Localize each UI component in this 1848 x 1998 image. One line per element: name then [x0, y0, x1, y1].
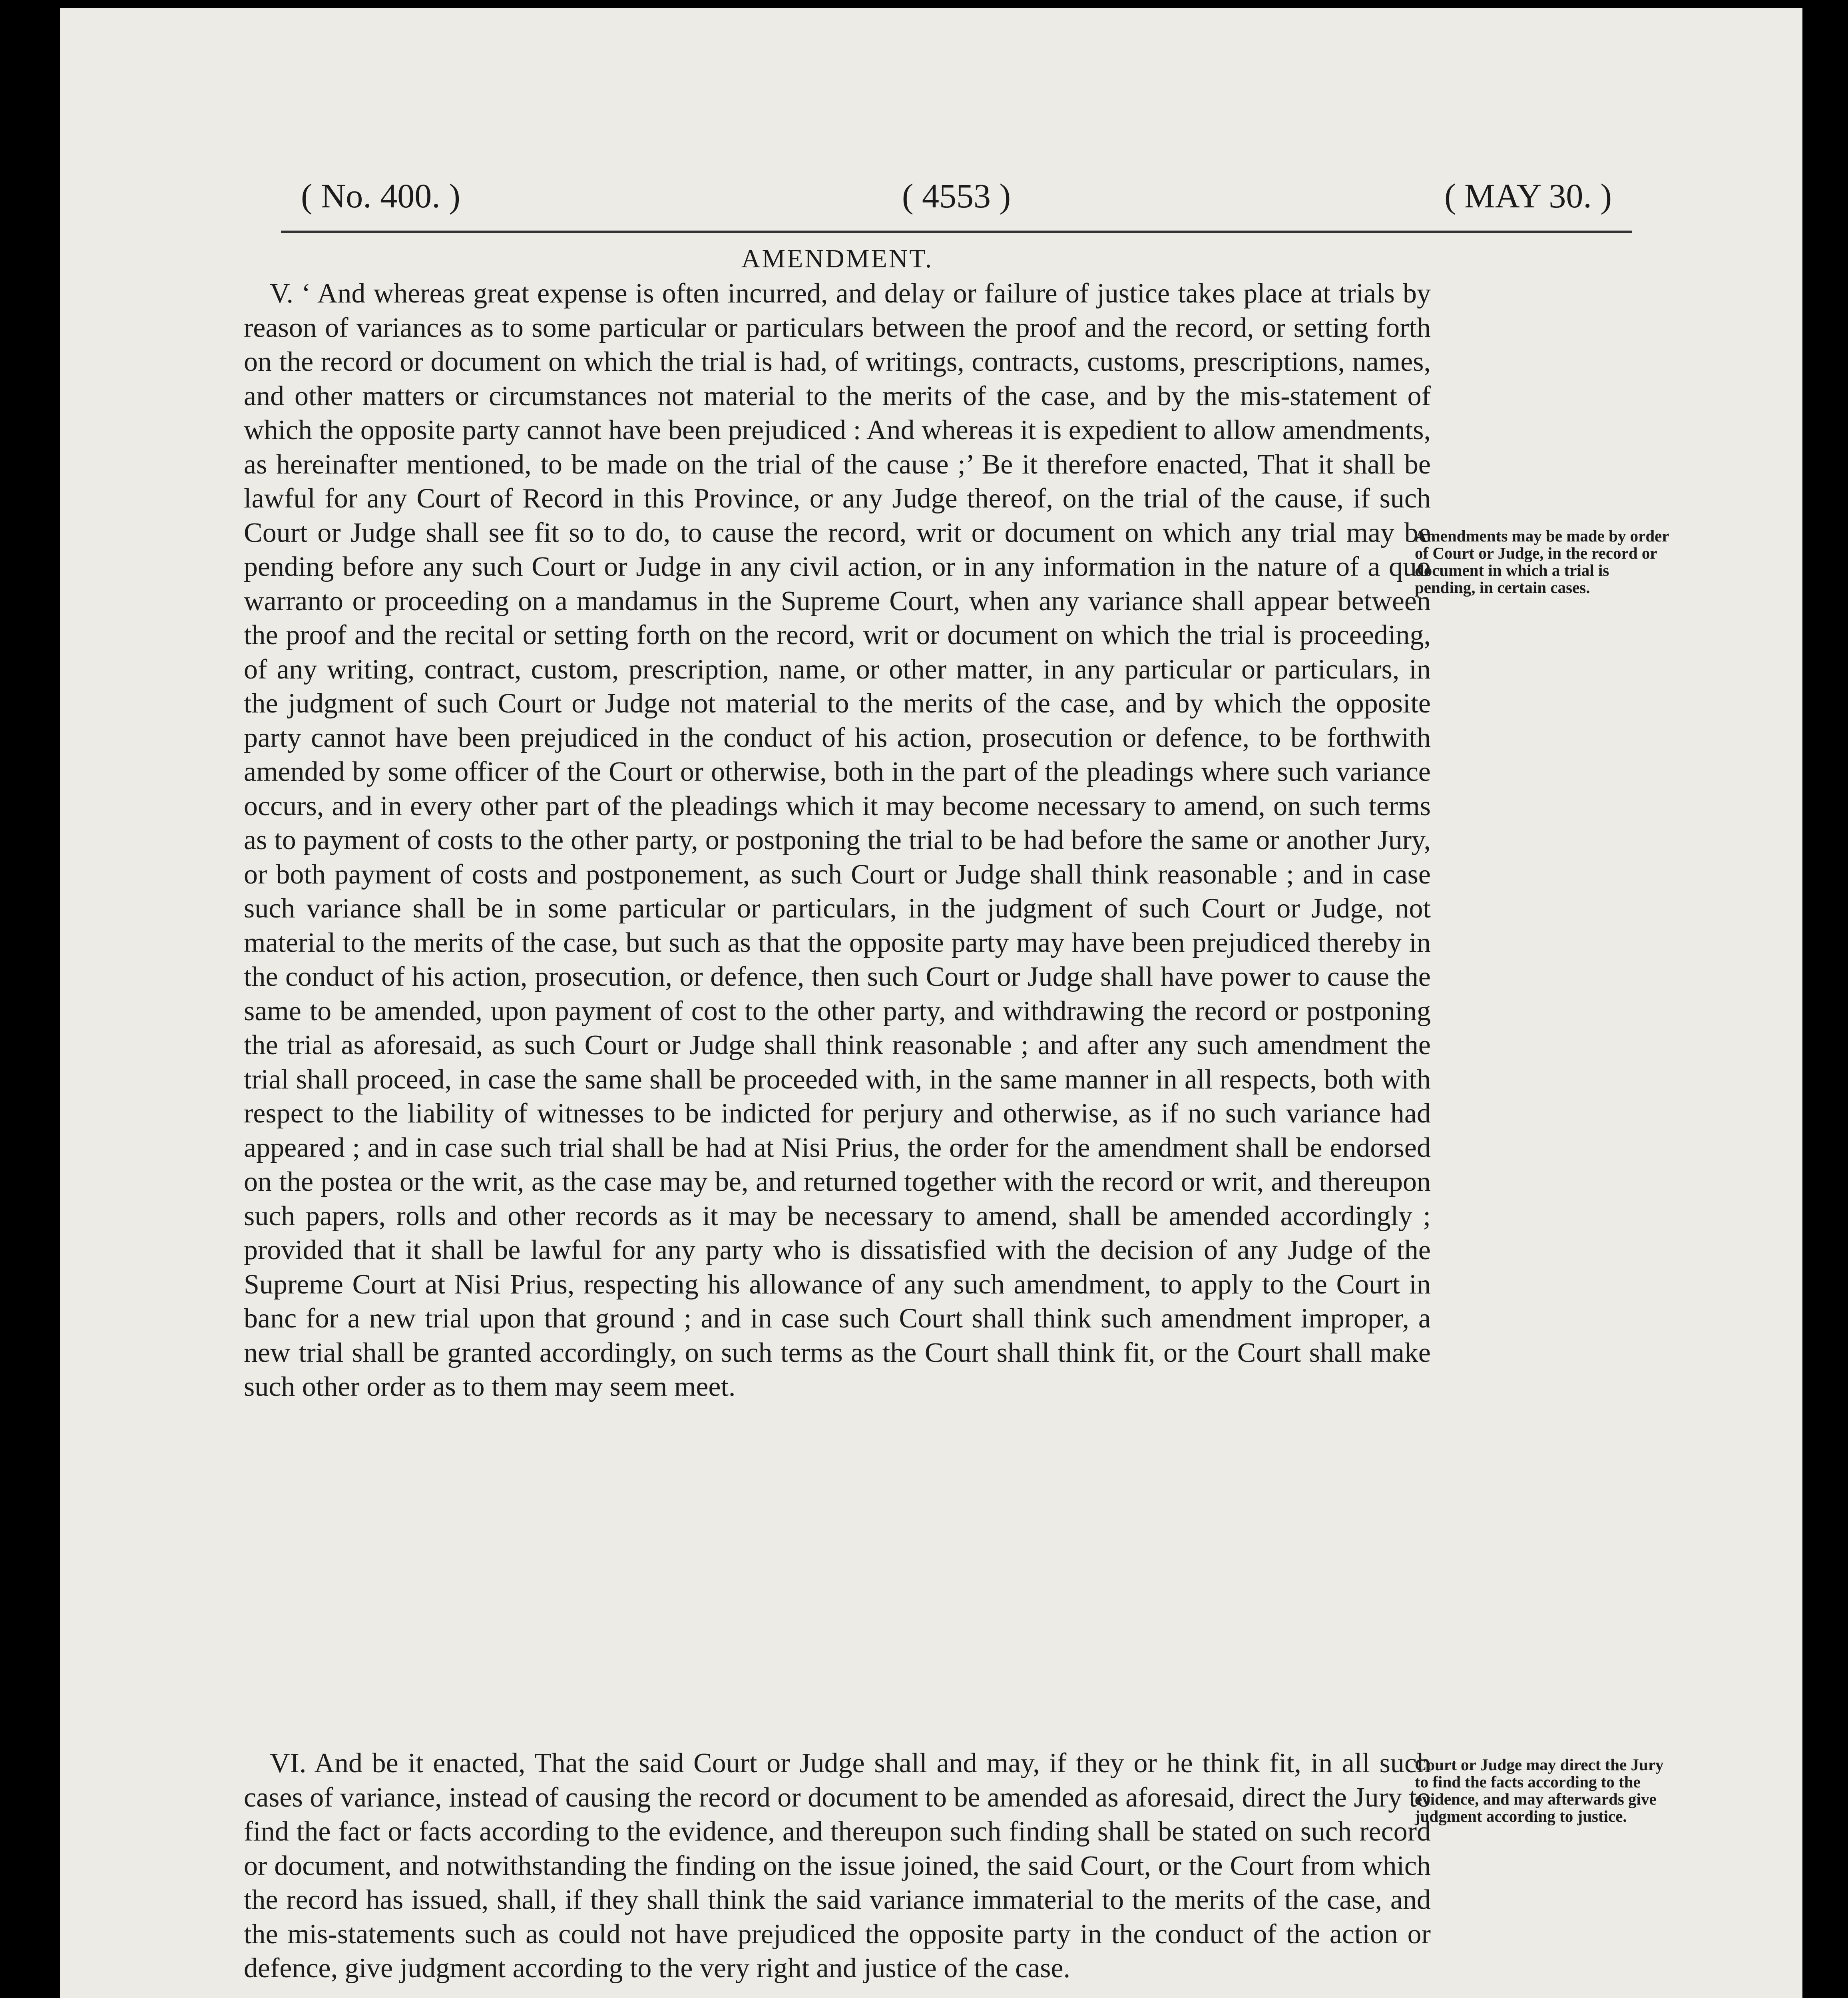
paragraph-vi: VI. And be it enacted, That the said Court or Judge shall and may, if they or he think fit, in all such cases of variance, instead of causing the record or document to be amended as aforesaid, direct the Jury to find the fact or facts according to the evidence, and thereupon such finding shall be stated on such record or document, and notwithstanding the finding on the issue joined, the said Court, or the Court from which the record has issued, shall, if they shall think the said variance immaterial to the merits of the case, and the mis-statements such as could not have prejudiced the opposite party in the conduct of the action or defence, give judgment according to the very right and justice of the case.: [244, 1748, 1431, 1984]
margin-note-jury: Court or Judge may direct the Jury to find the facts according to the evidence, and may afterwards give judgment according to justice.: [1415, 1755, 1664, 1825]
page-date: ( MAY 30. ): [1444, 177, 1612, 215]
page-header: [281, 176, 1632, 228]
paragraph-v: V. ‘ And whereas great expense is often incurred, and delay or failure of justice takes place at trials by reason of variances as to some particular or particulars between the proof and the record, or setting forth on the record or document on which the trial is had, of writings, contracts, customs, prescriptions, names, and other matters or circumstances not material to the merits of the case, and by the mis-statement of which the opposite party cannot have been prejudiced : And whereas it is expedient to allow amendments, as hereinafter mentioned, to be made on the trial of the cause ;’ Be it therefore enacted, That it shall be lawful for any Court of Record in this Province, or any Judge thereof, on the trial of the cause, if such Court or Judge shall see fit so to do, to cause the record, writ or document on which any trial may be pending before any such Court or Judge in any civil action, or in any information in the nature of a quo warranto or proceeding on a mandamus in the Supreme Court, when any variance shall appear between the proof and the recital or setting forth on the record, writ or document on which the trial is proceeding, of any writing, contract, custom, prescription, name, or other matter, in any particular or particulars, in the judgment of such Court or Judge not material to the merits of the case, and by which the opposite party cannot have been prejudiced in the conduct of his action, prosecution or defence, to be forthwith amended by some officer of the Court or otherwise, both in the part of the pleadings where such variance occurs, and in every other part of the pleadings which it may become necessary to amend, on such terms as to payment of costs to the other party, or postponing the trial to be had before the same or another Jury, or both payment of costs and postponement, as such Court or Judge shall think reasonable ; and in case such variance shall be in some particular or particulars, in the judgment of such Court or Judge, not material to the merits of the case, but such as that the opposite party may have been prejudiced thereby in the conduct of his action, prosecution, or defence, then such Court or Judge shall have power to cause the same to be amended, upon payment of cost to the other party, and withdrawing the record or postponing the trial as aforesaid, as such Court or Judge shall think reasonable ; and after any such amendment the trial shall proceed, in case the same shall be proceeded with, in the same manner in all respects, both with respect to the liability of witnesses to be indicted for perjury and otherwise, as if no such variance had appeared ; and in case such trial shall be had at Nisi Prius, the order for the amendment shall be endorsed on the postea or the writ, as the case may be, and returned together with the record or writ, and thereupon such papers, rolls and other records as it may be necessary to amend, shall be amended accordingly ; provided that it shall be lawful for any party who is dissatisfied with the decision of any Judge of the Supreme Court at Nisi Prius, respecting his allowance of any such amendment, to apply to the Court in banc for a new trial upon that ground ; and in case such Court shall think such amendment improper, a new trial shall be granted accordingly, on such terms as the Court shall think fit, or the Court shall make such other order as to them may seem meet.: [244, 278, 1431, 1402]
header-rule: [281, 231, 1632, 233]
section-v-body: [244, 277, 1431, 1404]
bill-number: ( No. 400. ): [301, 177, 460, 215]
document-page: [60, 8, 1802, 1998]
section-vi-body: [244, 1746, 1431, 1986]
section-heading-amendment: AMENDMENT.: [741, 244, 934, 273]
page-number: ( 4553 ): [902, 177, 1011, 215]
margin-note-amendments: Amendments may be made by order of Court or Judge, in the record or document in which a trial is pending, in certain cases.: [1415, 527, 1669, 597]
